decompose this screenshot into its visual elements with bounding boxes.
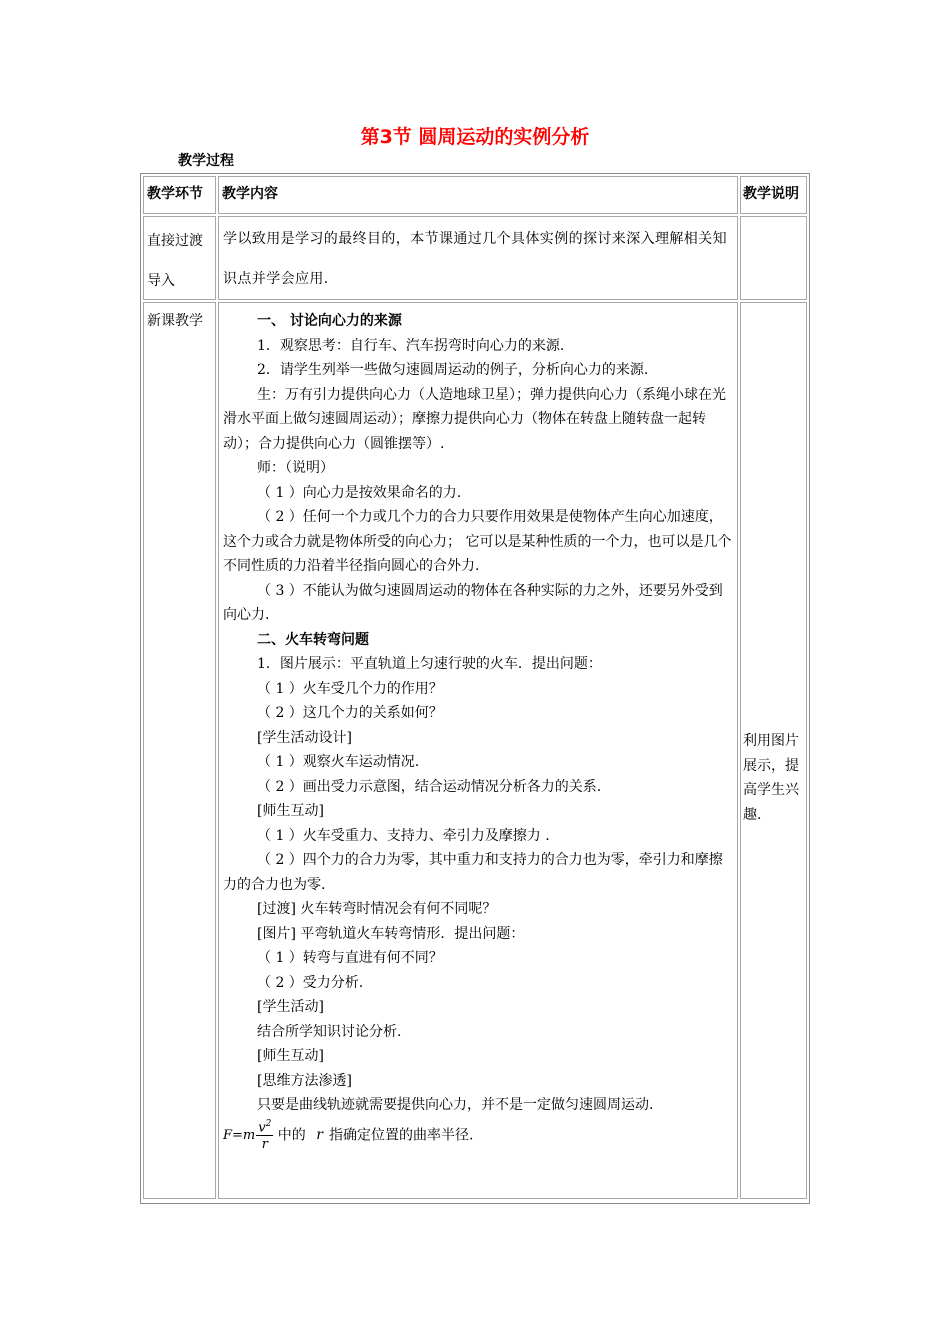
formula-line — [223, 1120, 733, 1151]
content-line: [学生活动] — [257, 999, 324, 1015]
formula-fraction — [256, 1120, 273, 1151]
row1-note — [740, 216, 807, 300]
heading-train-turning: 二、火车转弯问题 — [257, 631, 369, 648]
content-line: [思维方法渗透] — [257, 1072, 352, 1089]
content-line: 1．图片展示：平直轨道上匀速行驶的火车．提出问题： — [257, 656, 602, 672]
content-line: 生：万有引力提供向心力（人造地球卫星）；弹力提供向心力（系绳小球在光滑水平面上做匀速圆周运动）；摩擦力提供向心力（物体在转盘上随转盘一起转动）；合力提供向心力（圆锥摆等）. — [223, 386, 726, 452]
content-line: （ 2 ）四个力的合力为零，其中重力和支持力的合力也为零，牵引力和摩擦力的合力也为零. — [223, 852, 723, 893]
content-line: 师：（说明） — [257, 460, 334, 476]
formula-denominator: r — [261, 1136, 268, 1152]
content-line: （ 1 ）转弯与直进有何不同？ — [257, 950, 443, 966]
header-note: 教学说明 — [740, 176, 807, 214]
content-line: 2．请学生列举一些做匀速圆周运动的例子，分析向心力的来源. — [257, 362, 649, 378]
formula-text-mid: 中的 — [277, 1127, 306, 1144]
row2-note: 利用图片展示，提高学生兴趣. — [740, 302, 807, 1199]
formula-numerator: $v^2$ — [258, 1118, 272, 1135]
content-line: （ 1 ）向心力是按效果命名的力. — [257, 484, 462, 501]
content-line: [图片] 平弯轨道火车转弯情形．提出问题： — [257, 925, 525, 942]
formula-symbol-r: r — [316, 1127, 323, 1144]
row2-content — [218, 302, 738, 1199]
content-line: （ 1 ）火车受几个力的作用？ — [257, 680, 443, 697]
content-line: 只要是曲线轨迹就需要提供向心力，并不是一定做匀速圆周运动. — [257, 1097, 654, 1113]
row1-stage: 直接过渡导入 — [143, 216, 216, 300]
lesson-table — [140, 173, 810, 1204]
content-line: 1．观察思考：自行车、汽车拐弯时向心力的来源. — [257, 337, 565, 354]
content-line: [学生活动设计] — [257, 729, 352, 746]
content-line: （ 2 ）任何一个力或几个力的合力只要作用效果是使物体产生向心加速度，这个力或合力就是物体所受的向心力； 它可以是某种性质的一个力，也可以是几个不同性质的力沿着半径指向圆心的合外力. — [223, 509, 732, 574]
formula-text-end: 指确定位置的曲率半径. — [328, 1127, 474, 1144]
row2-stage: 新课教学 — [143, 302, 216, 1199]
content-line: （ 1 ）观察火车运动情况. — [257, 754, 420, 770]
heading-force-source: 一、 讨论向心力的来源 — [257, 313, 402, 329]
content-line: （ 3 ）不能认为做匀速圆周运动的物体在各种实际的力之外，还要另外受到向心力. — [223, 582, 723, 623]
content-line: （ 2 ）受力分析. — [257, 974, 364, 991]
row1-content: 学以致用是学习的最终目的，本节课通过几个具体实例的探讨来深入理解相关知识点并学会应用. — [218, 216, 738, 300]
page-title: 第3节 圆周运动的实例分析 — [360, 126, 590, 148]
content-line: [师生互动] — [257, 1048, 324, 1064]
formula-lhs: F=m — [223, 1127, 256, 1143]
header-stage: 教学环节 — [143, 176, 216, 214]
content-line: （ 2 ）这几个力的关系如何？ — [257, 705, 443, 721]
content-line: （ 2 ）画出受力示意图，结合运动情况分析各力的关系. — [257, 778, 602, 795]
content-line: 结合所学知识讨论分析. — [257, 1023, 402, 1040]
content-line: （ 1 ）火车受重力、支持力、牵引力及摩擦力 . — [257, 827, 550, 844]
centripetal-formula — [223, 1120, 273, 1151]
section-subtitle: 教学过程 — [178, 153, 234, 169]
content-line: [过渡] 火车转弯时情况会有何不同呢？ — [257, 901, 497, 917]
content-line: [师生互动] — [257, 803, 324, 819]
header-content: 教学内容 — [218, 176, 738, 214]
